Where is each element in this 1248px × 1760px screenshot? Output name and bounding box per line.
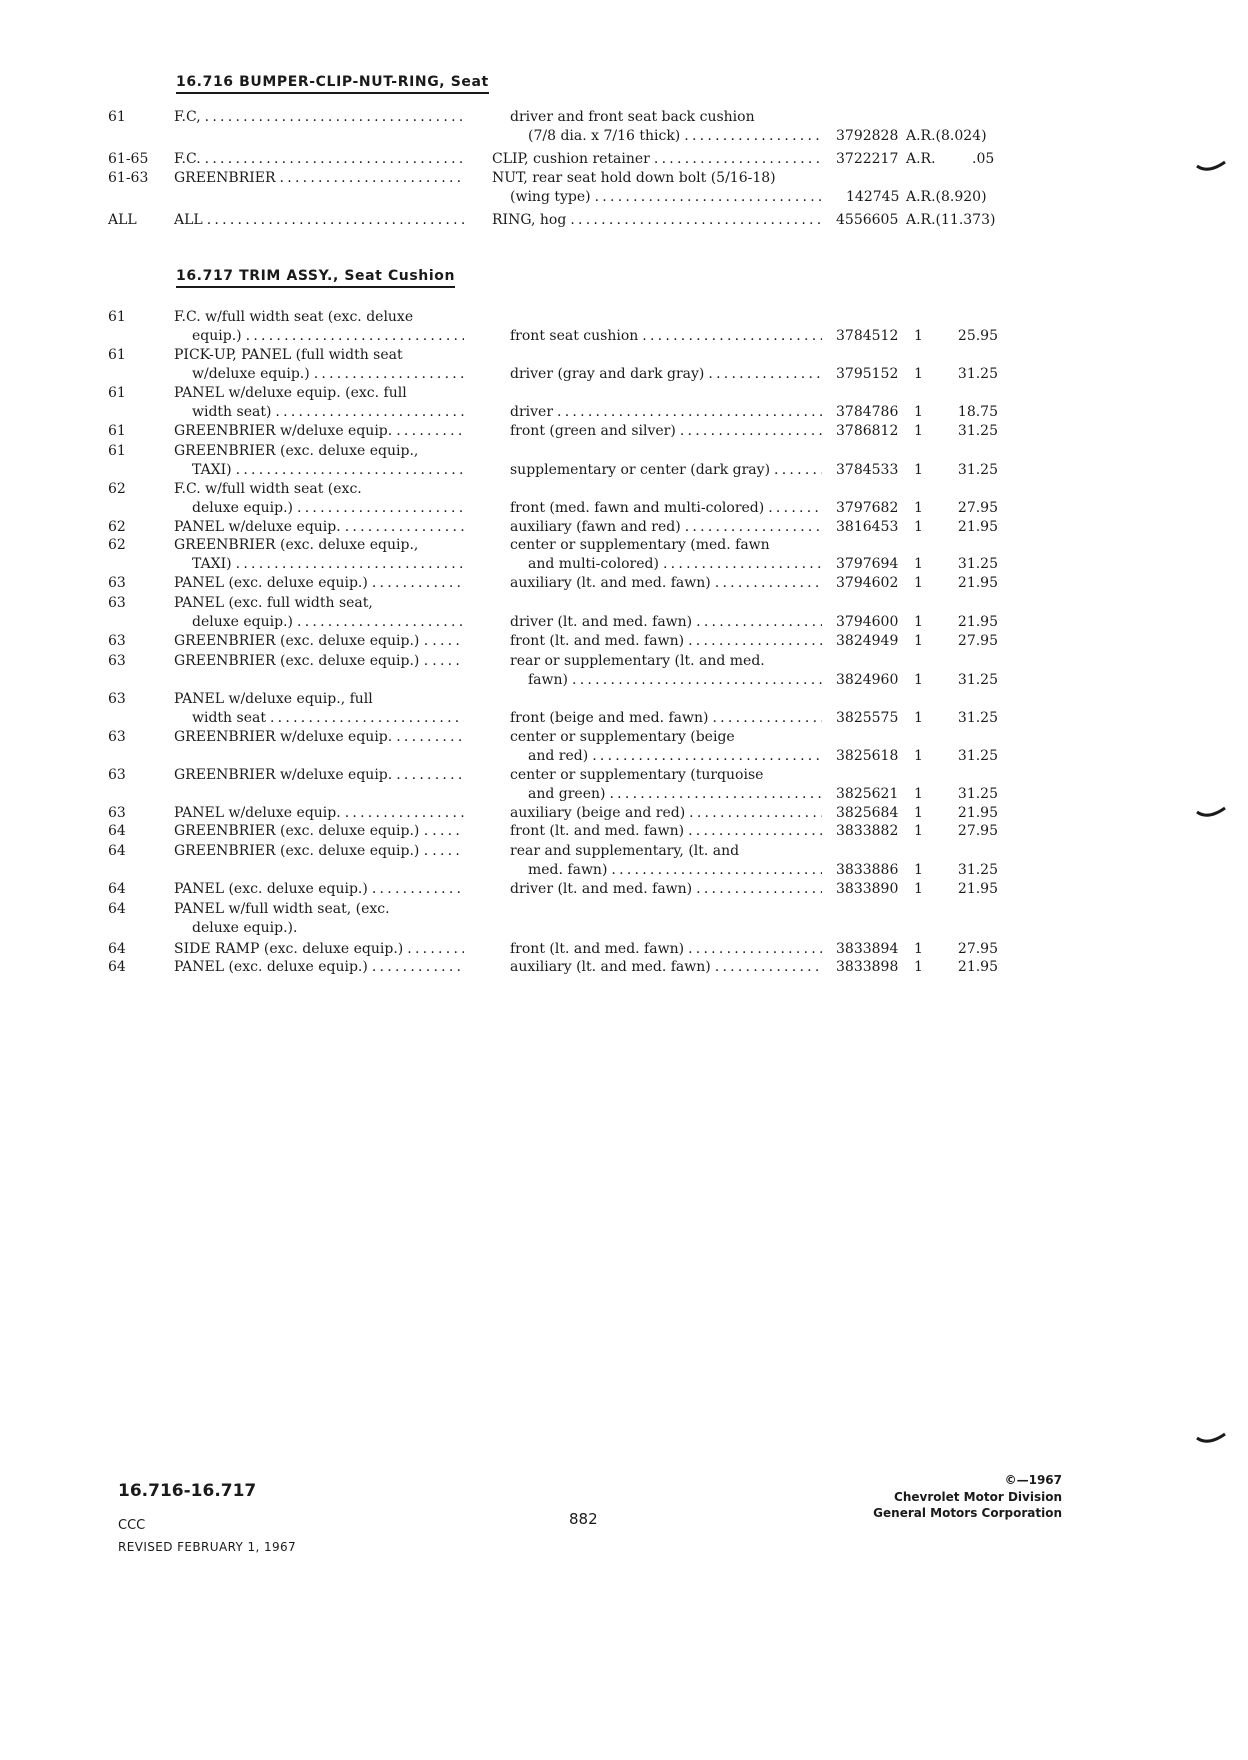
quantity-cell: 1 <box>914 519 923 535</box>
description-cell: front (green and silver) . . . <box>510 422 822 441</box>
section-heading: 16.716 BUMPER-CLIP-NUT-RING, Seat <box>176 74 489 90</box>
check-mark-icon <box>1196 1432 1226 1446</box>
model-cell: GREENBRIER (exc. deluxe equip.) . . . . <box>174 822 464 841</box>
part-number: 3797694 <box>836 556 899 572</box>
quantity-cell: 1 <box>914 959 923 975</box>
division-name: Chevrolet Motor Division <box>894 1490 1062 1504</box>
description-cell: driver (gray and dark gray) . . . <box>510 365 822 384</box>
part-number: 3825618 <box>836 748 899 764</box>
price-cell: 21.95 <box>957 614 998 630</box>
model-cell: GREENBRIER (exc. deluxe equip.) . . . . <box>174 632 464 651</box>
description-cell: driver (lt. and med. fawn) . . . <box>510 613 822 632</box>
part-number: 142745 <box>846 189 900 205</box>
description-cell: center or supplementary (beige and red) . . . <box>510 728 822 766</box>
quantity-cell: 1 <box>914 748 923 764</box>
part-number: 3825621 <box>836 786 899 802</box>
description-cell: front (lt. and med. fawn) . . . <box>510 632 822 651</box>
model-cell: PANEL w/deluxe equip. . . . <box>174 804 464 823</box>
year-cell: 61 <box>108 347 126 363</box>
model-cell: GREENBRIER (exc. deluxe equip., TAXI) . . . <box>174 442 464 480</box>
part-number: 3784512 <box>836 328 899 344</box>
part-number: 3722217 <box>836 151 899 167</box>
description-cell: auxiliary (lt. and med. fawn) . . . <box>510 958 822 977</box>
check-mark-icon <box>1196 806 1226 820</box>
year-cell: 64 <box>108 843 126 859</box>
description-cell: driver and front seat back cushion (7/8 dia. x 7/16 thick) . . . <box>510 108 822 146</box>
year-cell: 63 <box>108 691 126 707</box>
model-cell: PANEL w/deluxe equip. . . . <box>174 518 464 537</box>
price-cell: 21.95 <box>957 805 998 821</box>
model-cell: SIDE RAMP (exc. deluxe equip.) . . . <box>174 940 464 959</box>
model-cell: GREENBRIER (exc. deluxe equip., TAXI) . . . <box>174 536 464 574</box>
year-cell: 61 <box>108 309 126 325</box>
description-cell: driver (lt. and med. fawn) . . . <box>510 880 822 899</box>
price-cell: 31.25 <box>957 672 998 688</box>
part-number: 3833894 <box>836 941 899 957</box>
price-cell: 31.25 <box>957 366 998 382</box>
section-range-code: 16.716-16.717 <box>118 1481 257 1501</box>
model-cell: PANEL w/deluxe equip. (exc. full width seat) . . . <box>174 384 464 422</box>
quantity-cell: 1 <box>914 404 923 420</box>
description-cell: front (lt. and med. fawn) . . . <box>510 822 822 841</box>
model-cell: PICK-UP, PANEL (full width seat w/deluxe equip.) . . . <box>174 346 464 384</box>
part-number: 3784533 <box>836 462 899 478</box>
price-cell: 31.25 <box>957 748 998 764</box>
quantity-cell: 1 <box>914 710 923 726</box>
page-number: 882 <box>569 1510 598 1528</box>
model-cell: GREENBRIER (exc. deluxe equip.) . . . . <box>174 842 464 861</box>
description-cell: auxiliary (lt. and med. fawn) . . . <box>510 574 822 593</box>
model-cell: GREENBRIER w/deluxe equip. . . . <box>174 766 464 785</box>
price-cell: 27.95 <box>957 823 998 839</box>
year-cell: 64 <box>108 881 126 897</box>
part-number: 3784786 <box>836 404 899 420</box>
quantity-cell: 1 <box>914 805 923 821</box>
part-number: 3816453 <box>836 519 899 535</box>
description-cell: front (med. fawn and multi-colored) . . . <box>510 499 822 518</box>
model-cell: GREENBRIER . . . <box>174 169 464 188</box>
year-cell: 61 <box>108 385 126 401</box>
model-cell: PANEL (exc. full width seat, deluxe equip.) . . . <box>174 594 464 632</box>
price-cell: 18.75 <box>957 404 998 420</box>
year-cell: 63 <box>108 633 126 649</box>
model-cell: GREENBRIER (exc. deluxe equip.) . . . . <box>174 652 464 671</box>
year-cell: 63 <box>108 653 126 669</box>
part-number: 3833882 <box>836 823 899 839</box>
quantity-cell: 1 <box>914 423 923 439</box>
description-cell: CLIP, cushion retainer . . . <box>492 150 822 169</box>
description-cell: rear and supplementary, (lt. and med. fawn) . . . <box>510 842 822 880</box>
price-cell: A.R.(8.920) <box>906 189 987 205</box>
part-number: 3786812 <box>836 423 899 439</box>
year-cell: 61 <box>108 109 126 125</box>
part-number: 4556605 <box>836 212 899 228</box>
price-cell: 25.95 <box>957 328 998 344</box>
year-cell: 63 <box>108 595 126 611</box>
description-cell: RING, hog . . . <box>492 211 822 230</box>
part-number: 3792828 <box>836 128 899 144</box>
model-cell: PANEL (exc. deluxe equip.) . . . <box>174 880 464 899</box>
year-cell: 64 <box>108 823 126 839</box>
quantity-cell: 1 <box>914 941 923 957</box>
quantity-cell: 1 <box>914 672 923 688</box>
model-cell: PANEL (exc. deluxe equip.) . . . <box>174 574 464 593</box>
price-cell: 27.95 <box>957 633 998 649</box>
model-cell: ALL . . . <box>174 211 464 230</box>
price-cell: A.R.(11.373) <box>906 212 996 228</box>
year-cell: 63 <box>108 729 126 745</box>
year-cell: 61 <box>108 443 126 459</box>
part-number: 3833898 <box>836 959 899 975</box>
model-cell: GREENBRIER w/deluxe equip. . . . <box>174 422 464 441</box>
copyright-line: ©—1967 <box>1004 1473 1062 1487</box>
description-cell: front (beige and med. fawn) . . . <box>510 709 822 728</box>
year-cell: ALL <box>108 212 137 228</box>
quantity-cell: 1 <box>914 786 923 802</box>
model-cell: F.C. . . . <box>174 150 464 169</box>
price-cell: 21.95 <box>957 881 998 897</box>
price-cell: 31.25 <box>957 710 998 726</box>
price-cell: .05 <box>972 151 995 167</box>
price-cell: 31.25 <box>957 423 998 439</box>
description-cell: rear or supplementary (lt. and med. fawn) . . . <box>510 652 822 690</box>
year-cell: 62 <box>108 519 126 535</box>
model-cell: PANEL w/deluxe equip., full width seat . . . <box>174 690 464 728</box>
quantity-cell: 1 <box>914 614 923 630</box>
quantity-cell: A.R. <box>906 151 936 167</box>
year-cell: 61 <box>108 423 126 439</box>
check-mark-icon <box>1196 160 1226 174</box>
price-cell: 21.95 <box>957 959 998 975</box>
year-cell: 64 <box>108 901 126 917</box>
price-cell: 27.95 <box>957 941 998 957</box>
part-number: 3795152 <box>836 366 899 382</box>
price-cell: 31.25 <box>957 786 998 802</box>
revision-date: REVISED FEBRUARY 1, 1967 <box>118 1540 297 1554</box>
year-cell: 61-65 <box>108 151 149 167</box>
year-cell: 62 <box>108 481 126 497</box>
corporation-name: General Motors Corporation <box>873 1506 1062 1520</box>
description-cell: front (lt. and med. fawn) . . . <box>510 940 822 959</box>
quantity-cell: 1 <box>914 500 923 516</box>
part-number: 3825575 <box>836 710 899 726</box>
price-cell: 31.25 <box>957 862 998 878</box>
description-cell: center or supplementary (turquoise and green) . . . <box>510 766 822 804</box>
quantity-cell: 1 <box>914 881 923 897</box>
description-cell: NUT, rear seat hold down bolt (5/16-18) (wing type) . . . <box>492 169 822 207</box>
price-cell: 21.95 <box>957 575 998 591</box>
price-cell: 21.95 <box>957 519 998 535</box>
part-number: 3825684 <box>836 805 899 821</box>
price-cell: 27.95 <box>957 500 998 516</box>
year-cell: 63 <box>108 767 126 783</box>
part-number: 3797682 <box>836 500 899 516</box>
model-cell: F.C. w/full width seat (exc. deluxe equip.) . . . <box>174 480 464 518</box>
model-cell: F.C, . . . <box>174 108 464 127</box>
quantity-cell: 1 <box>914 823 923 839</box>
quantity-cell: 1 <box>914 328 923 344</box>
model-cell: F.C. w/full width seat (exc. deluxe equip.) . . . <box>174 308 464 346</box>
catalog-code: CCC <box>118 1518 146 1533</box>
description-cell: front seat cushion . . . <box>510 327 822 346</box>
description-cell: driver . . . <box>510 403 822 422</box>
part-number: 3794602 <box>836 575 899 591</box>
part-number: 3824960 <box>836 672 899 688</box>
description-cell: supplementary or center (dark gray) . . . <box>510 461 822 480</box>
year-cell: 61-63 <box>108 170 149 186</box>
model-cell: PANEL w/full width seat, (exc. deluxe equip.). <box>174 901 390 936</box>
price-cell: 31.25 <box>957 462 998 478</box>
quantity-cell: 1 <box>914 862 923 878</box>
part-number: 3833886 <box>836 862 899 878</box>
quantity-cell: 1 <box>914 462 923 478</box>
section-heading: 16.717 TRIM ASSY., Seat Cushion <box>176 268 455 284</box>
quantity-cell: 1 <box>914 366 923 382</box>
description-cell: auxiliary (fawn and red) . . . <box>510 518 822 537</box>
description-cell: center or supplementary (med. fawn and multi-colored) . . . <box>510 536 822 574</box>
year-cell: 63 <box>108 805 126 821</box>
part-number: 3794600 <box>836 614 899 630</box>
price-cell: A.R.(8.024) <box>906 128 987 144</box>
part-number: 3824949 <box>836 633 899 649</box>
part-number: 3833890 <box>836 881 899 897</box>
model-cell: GREENBRIER w/deluxe equip. . . . <box>174 728 464 747</box>
year-cell: 63 <box>108 575 126 591</box>
quantity-cell: 1 <box>914 575 923 591</box>
quantity-cell: 1 <box>914 633 923 649</box>
year-cell: 62 <box>108 537 126 553</box>
year-cell: 64 <box>108 941 126 957</box>
quantity-cell: 1 <box>914 556 923 572</box>
model-cell: PANEL (exc. deluxe equip.) . . . <box>174 958 464 977</box>
price-cell: 31.25 <box>957 556 998 572</box>
year-cell: 64 <box>108 959 126 975</box>
description-cell: auxiliary (beige and red) . . . <box>510 804 822 823</box>
